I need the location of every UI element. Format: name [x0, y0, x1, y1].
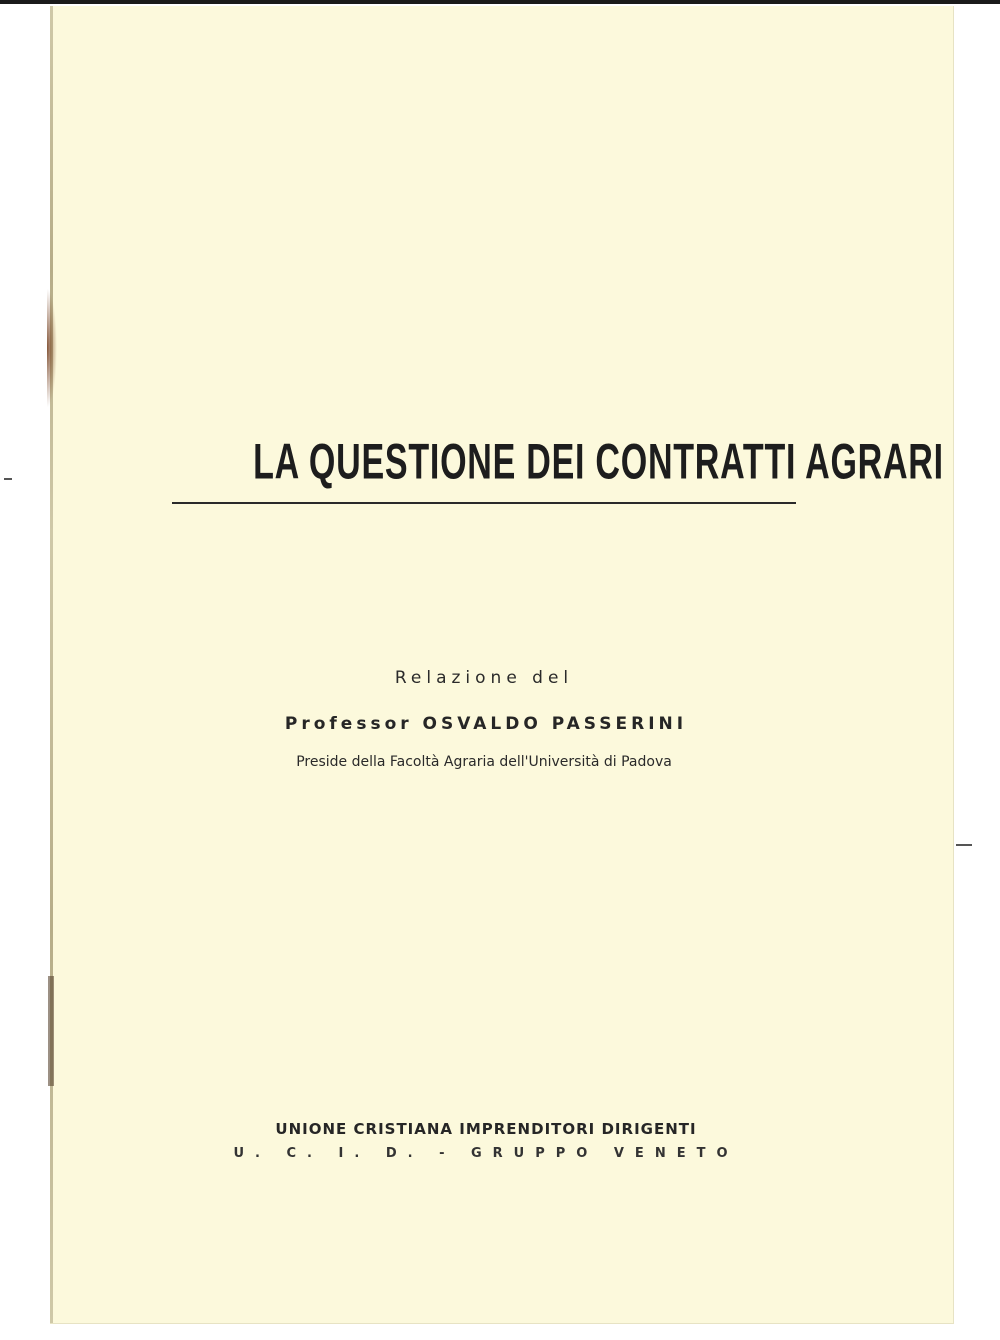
publisher-group: U. C. I. D. - GRUPPO VENETO	[233, 1146, 739, 1161]
spine-stain-lower	[48, 976, 54, 1086]
scan-top-edge	[0, 0, 1000, 4]
publisher-name: UNIONE CRISTIANA IMPRENDITORI DIRIGENTI	[275, 1120, 697, 1138]
scan-mark-left	[4, 478, 12, 480]
booklet-cover	[50, 6, 954, 1324]
title-block	[172, 426, 944, 496]
cover-title: LA QUESTIONE DEI CONTRATTI AGRARI	[253, 433, 944, 490]
spine-stain	[47, 288, 57, 408]
report-line: Relazione del	[394, 668, 574, 688]
title-underline	[172, 502, 796, 504]
author-line: Professor OSVALDO PASSERINI	[284, 714, 688, 734]
author-affiliation: Preside della Facoltà Agraria dell'Università di Padova	[296, 754, 672, 770]
scan-mark-right	[956, 844, 972, 846]
